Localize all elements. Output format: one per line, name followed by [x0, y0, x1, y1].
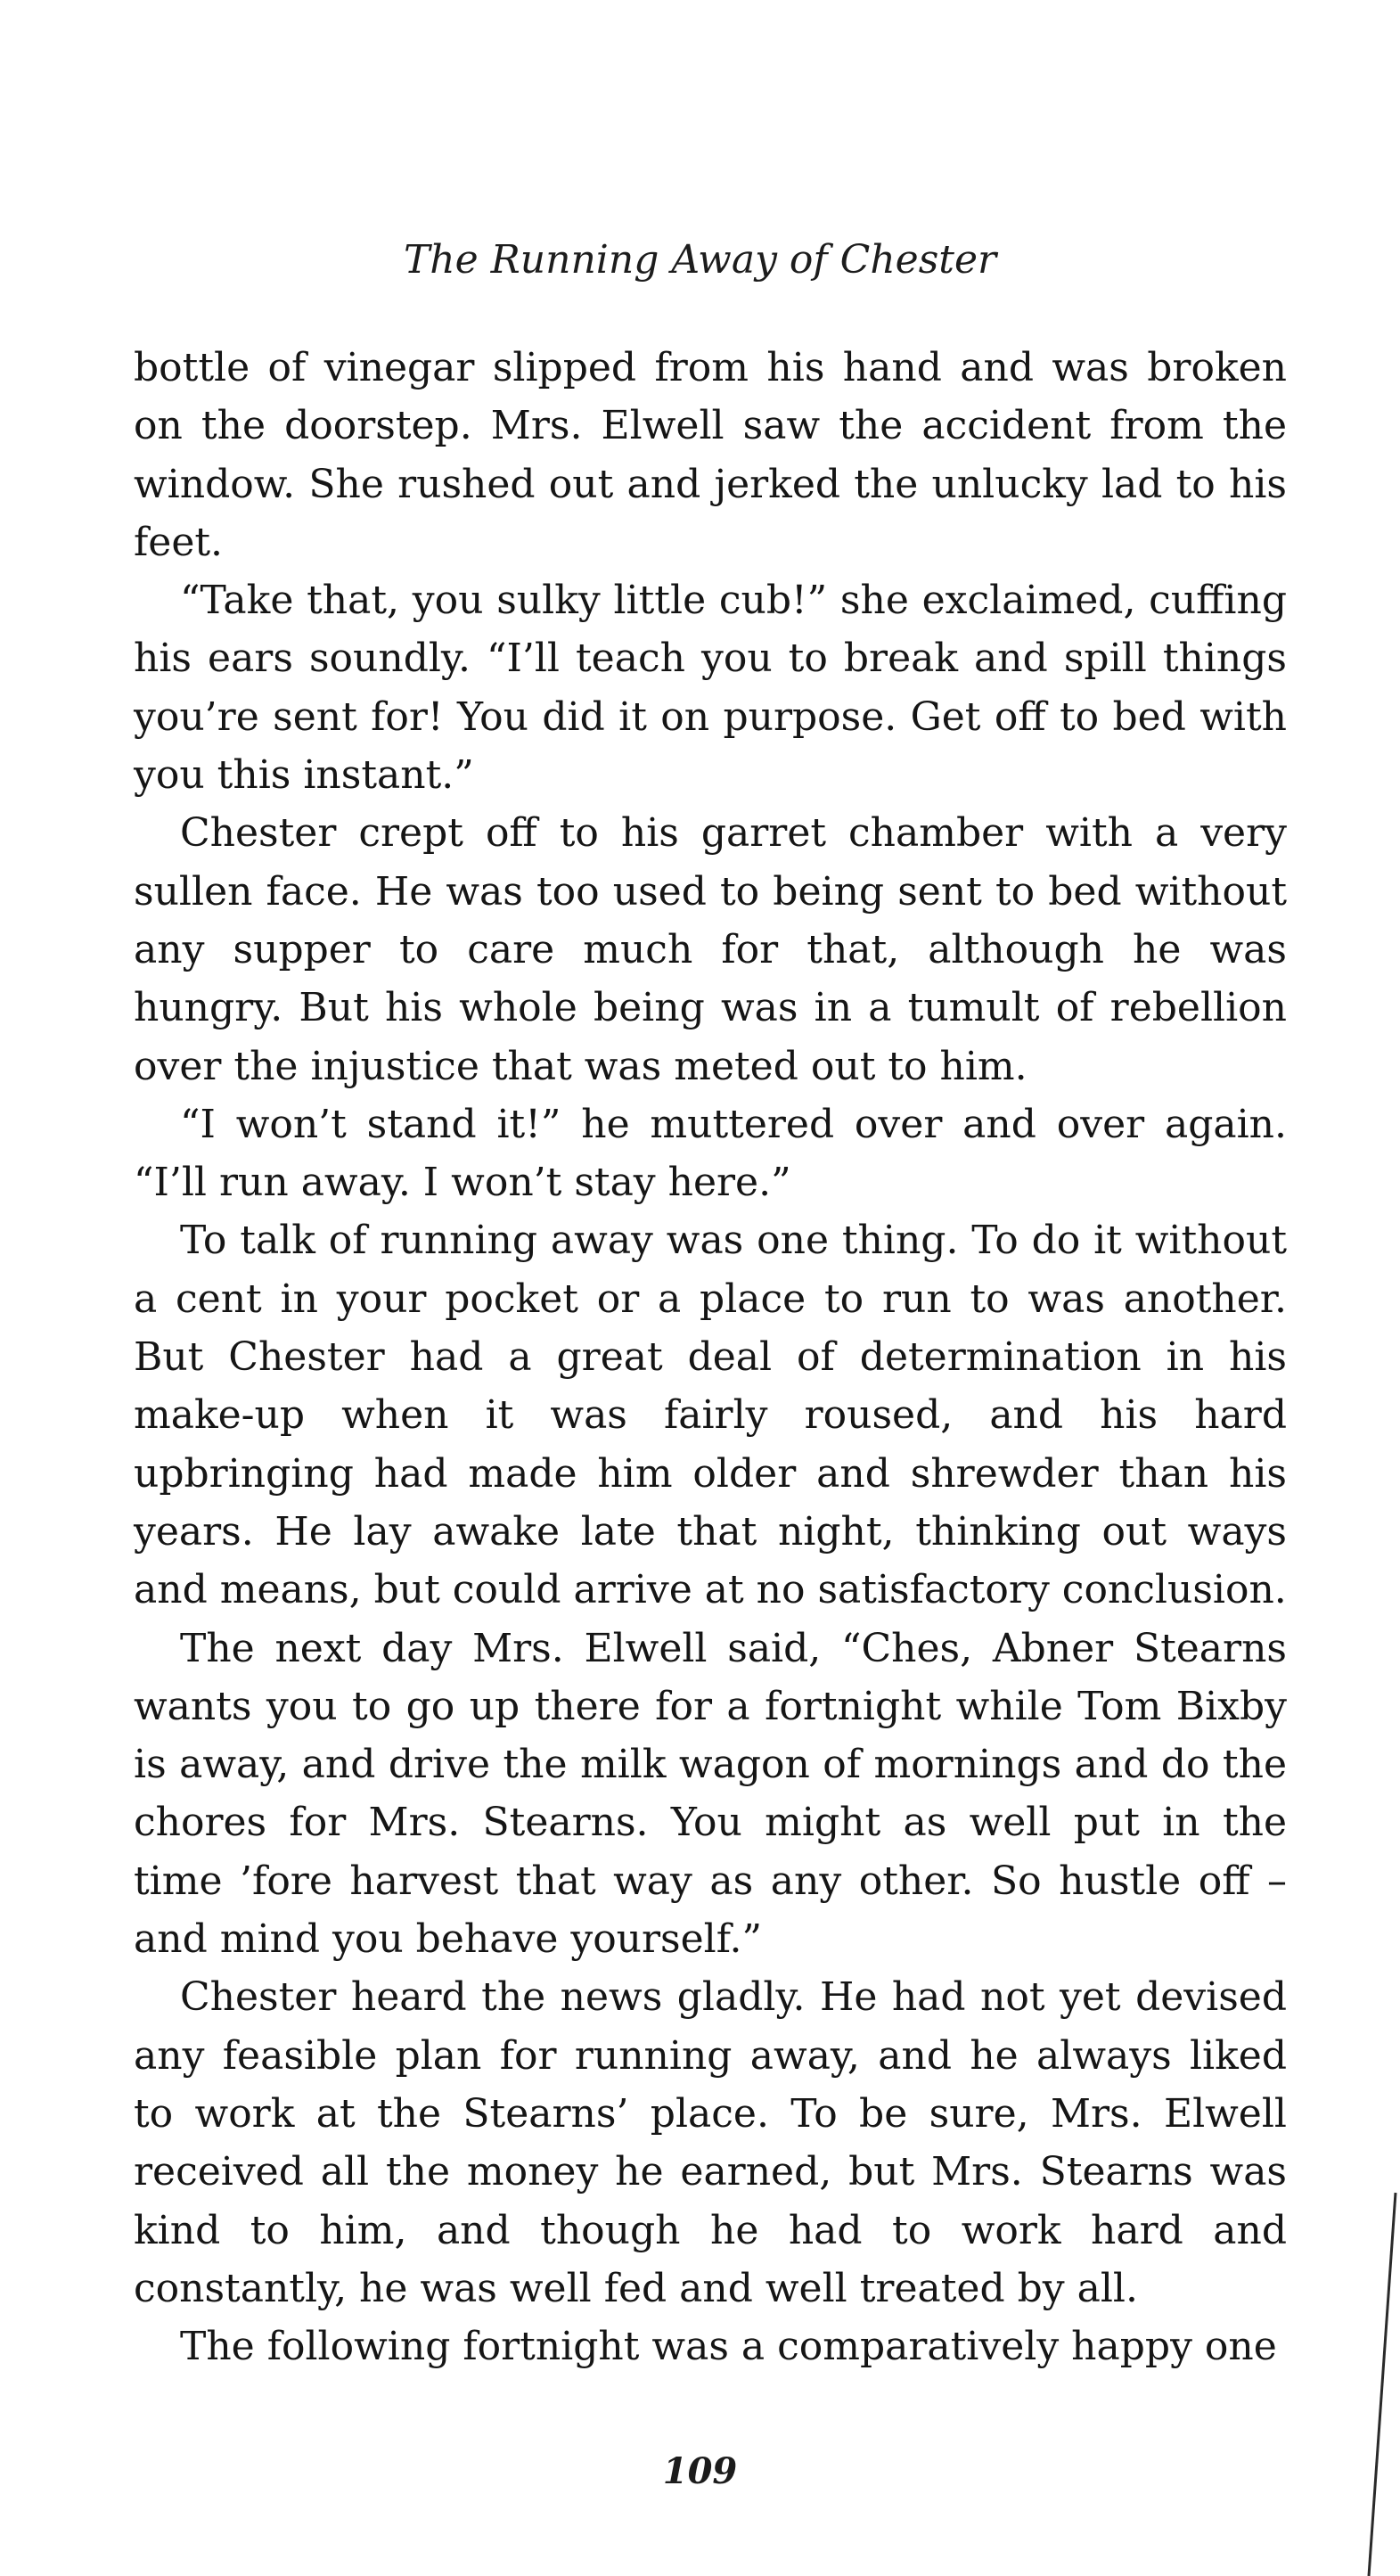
paragraph: “Take that, you sulky little cub!” she exclaimed, cuffing his ears soundly. “I’ll teach you to break and spill things you’re sent for! You did it on purpose. Get off to bed with you this instant.” — [134, 578, 1287, 799]
page-number: 109 — [662, 2450, 738, 2492]
paragraph: The following fortnight was a comparatively happy one — [180, 2324, 1277, 2370]
running-head: The Running Away of Chester — [403, 237, 997, 283]
paragraph: bottle of vinegar slipped from his hand and was broken on the doorstep. Mrs. Elwell saw the accident from the window. She rushed out and jerked the unlucky lad to his feet. — [134, 345, 1287, 565]
paragraph: The next day Mrs. Elwell said, “Ches, Abner Stearns wants you to go up there for a fortnight while Tom Bixby is away, and drive the milk wagon of mornings and do the chores for Mrs. Stearns. You might as well put in the time ’fore harvest that way as any other. So hustle off – and mind you behave yourself.” — [134, 1625, 1287, 1963]
paragraph: “I won’t stand it!” he muttered over and over again. “I’ll run away. I won’t stay here.” — [134, 1101, 1287, 1206]
paragraph: To talk of running away was one thing. To do it without a cent in your pocket or a place to run to was another. But Chester had a great deal of determination in his make-up when it was fairly roused, and his hard upbringing had made him older and shrewder than his years. He lay awake late that night, thinking out ways and means, but could arrive at no satisfactory conclusion. — [134, 1218, 1287, 1613]
body-text — [134, 339, 1287, 2375]
paragraph: Chester crept off to his garret chamber with a very sullen face. He was too used to being sent to bed without any supper to care much for that, although he was hungry. But his whole being was in a tumult of rebellion over the injustice that was meted out to him. — [134, 810, 1287, 1089]
paragraph: Chester heard the news gladly. He had not yet devised any feasible plan for running away, and he always liked to work at the Stearns’ place. To be sure, Mrs. Elwell received all the money he earned, but Mrs. Stearns was kind to him, and though he had to work hard and constantly, he was well fed and well treated by all. — [134, 1974, 1287, 2311]
